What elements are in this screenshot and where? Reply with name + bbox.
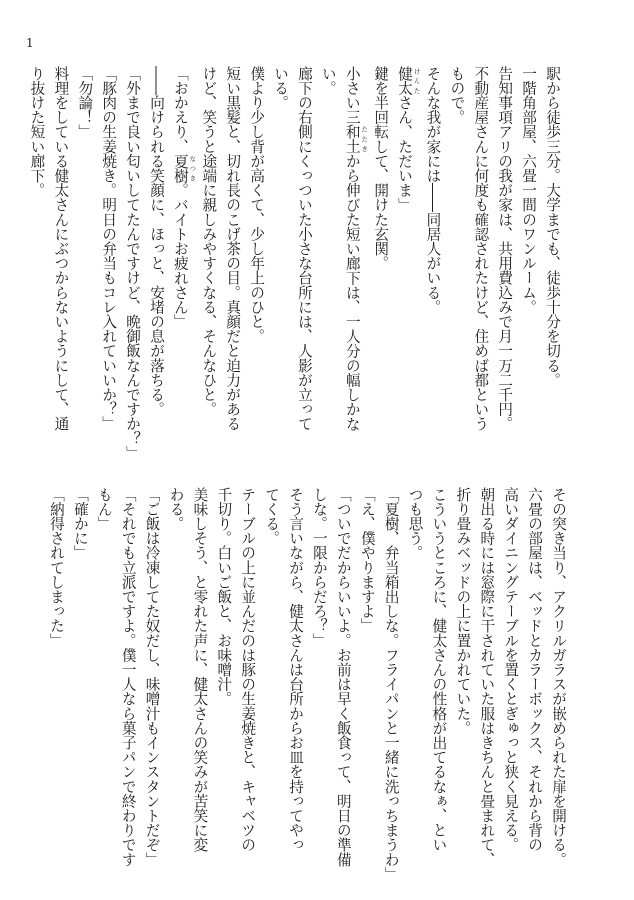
text-line: こういうところに、健太さんの性格が出てるなぁ、とい [430,487,448,852]
text-line: その突き当り、アクリルガラスが嵌められた扉を開ける。 [550,487,567,867]
text-line: 健太 けんたさん、ただいま」 [396,66,421,213]
text-line: わる。 [167,487,185,531]
text-line: 駅から徒歩三分。大学までも、徒歩十分を切る。 [544,66,561,388]
text-line: 「豚肉の生姜焼き。明日の弁当もコレ入れていいか？」 [100,66,118,431]
text-line: 折り畳みベッドの上に置かれていた。 [454,487,472,736]
text-line: てくる。 [263,487,281,546]
text-line: いる。 [272,66,290,110]
text-line: 廊下の右側にくっついた小さな台所には、人影が立って [295,66,313,431]
text-line: 「夏樹、弁当箱出しな。フライパンと一緒に洗っちまうわ」 [382,487,400,882]
text-line: 鍵を半回転して、開けた玄関。 [372,66,390,271]
text-line: 「外まで良い匂いしてたんですけど、晩御飯なんですか？」 [124,66,142,461]
text-line: そんな我が家には――同居人がいる。 [424,66,442,315]
text-line: 千切り。白いご飯と、お味噌汁。 [215,487,233,706]
text-line: 六畳の部屋は、ベッドとカラーボックス、それから背の [526,487,544,852]
text-line: ――向けられる笑顔に、ほっと、安堵の息が落ちる。 [148,66,165,417]
text-line: 「ついでだからいいよ。お前は早く飯食って、明日の準備 [334,487,352,867]
text-line: もので。 [448,66,466,125]
text-line: 短い黒髪と、切れ長のこげ茶の目。真顔だと迫力がある [224,66,242,431]
text-line: い。 [319,66,337,96]
lower-text-block [47,487,570,882]
text-line: 「え、僕やりますよ」 [358,487,376,633]
text-line: 朝出る時には窓際に干されていた服はきちんと畳まれて、 [478,487,496,867]
text-line: 「納得されてしまった」 [47,487,65,648]
text-line: 料理をしている健太さんにぶつからないようにして、通 [52,66,70,431]
text-line: 美味しそう、と零れた声に、健太さんの笑みが苦笑に変 [191,487,209,852]
text-line: 不動産屋さんに何度も確認されたけど、住めば都という [472,66,490,431]
upper-text-block [28,66,564,461]
text-line: テーブルの上に並んだのは豚の生姜焼きと、キャベツの [239,487,257,852]
text-line: けど、笑うと途端に親しみやすくなる、そんなひと。 [200,66,218,417]
text-line: 「勿論！」 [76,66,94,139]
text-line: そう言いながら、健太さんは台所からお皿を持ってやっ [287,487,305,852]
page-number: 1 [26,36,34,50]
text-line: 「おかえり、夏樹 なつき。バイトお疲れさん」 [171,66,197,329]
text-line: 高いダイニングテーブルを置くとぎゅっと狭く見える。 [502,487,520,852]
text-line: もん」 [95,487,113,531]
text-line: り抜けた短い廊下。 [28,66,46,198]
text-line: 一階角部屋、六畳一間のワンルーム。 [520,66,538,315]
text-line: 「ご飯は冷凍してた奴だし、味噌汁もインスタントだぞ」 [143,487,161,867]
text-line: 小さい三和土 たたきから伸びた短い廊下は、一人分の幅しかな [343,66,369,432]
text-line: 僕より少し背が高くて、少し年上のひと。 [248,66,266,344]
text-line: 告知事項アリの我が家は、共用費込みで月一万二千円。 [496,66,514,431]
text-line: つも思う。 [406,487,424,560]
text-line: 「確かに」 [71,487,89,560]
text-line: しな。一限からだろ？」 [310,487,328,648]
text-line: 「それでも立派ですよ。僕一人なら菓子パンで終わりです [119,487,137,867]
